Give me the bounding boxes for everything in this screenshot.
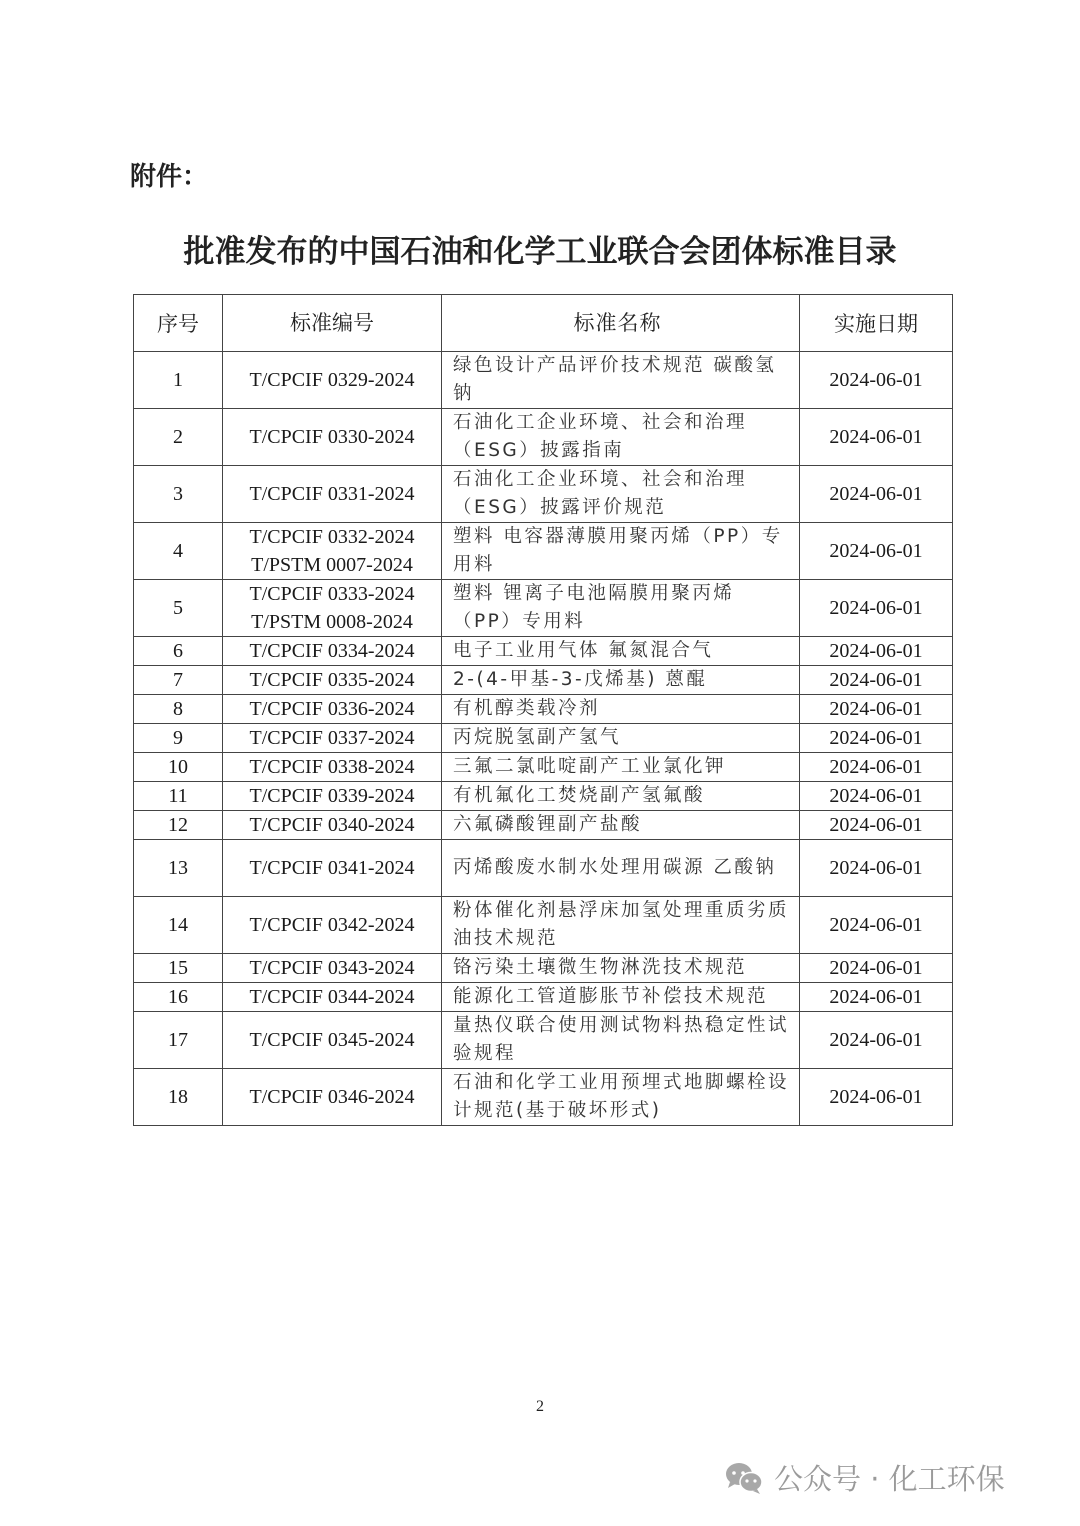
- serial-number-cell: 3: [134, 466, 223, 523]
- table-header-row: [134, 295, 953, 352]
- header-standard-code: 标准编号: [223, 295, 442, 352]
- standard-code: T/CPCIF 0337-2024: [249, 727, 415, 749]
- implementation-date-cell: 2024-06-01: [800, 983, 953, 1012]
- standard-code-cell: [223, 409, 442, 466]
- serial-number-cell: 17: [134, 1012, 223, 1069]
- table-row: [134, 840, 953, 897]
- implementation-date-cell: 2024-06-01: [800, 637, 953, 666]
- implementation-date-cell: 2024-06-01: [800, 724, 953, 753]
- serial-number-cell: 10: [134, 753, 223, 782]
- standard-code: T/CPCIF 0342-2024: [249, 914, 415, 936]
- standard-code-cell: [223, 782, 442, 811]
- table-row: [134, 983, 953, 1012]
- serial-number-cell: 15: [134, 954, 223, 983]
- standard-name-cell: 电子工业用气体 氟氮混合气: [442, 637, 800, 666]
- table-row: [134, 523, 953, 580]
- standard-code: T/CPCIF 0344-2024: [249, 986, 415, 1008]
- standards-table: [133, 294, 953, 1126]
- implementation-date-cell: 2024-06-01: [800, 1012, 953, 1069]
- table-row: [134, 782, 953, 811]
- serial-number-cell: 9: [134, 724, 223, 753]
- implementation-date-cell: 2024-06-01: [800, 811, 953, 840]
- standard-code-cell: [223, 695, 442, 724]
- standard-code-cell: [223, 840, 442, 897]
- watermark-text: 公众号 · 化工环保: [774, 1462, 1005, 1496]
- serial-number-cell: 5: [134, 580, 223, 637]
- table-row: [134, 1069, 953, 1126]
- standard-code-cell: [223, 1012, 442, 1069]
- implementation-date-cell: 2024-06-01: [800, 753, 953, 782]
- table-row: [134, 637, 953, 666]
- standard-name-cell: 塑料 锂离子电池隔膜用聚丙烯（PP）专用料: [442, 580, 800, 637]
- implementation-date-cell: 2024-06-01: [800, 695, 953, 724]
- implementation-date-cell: 2024-06-01: [800, 409, 953, 466]
- serial-number-cell: 16: [134, 983, 223, 1012]
- serial-number-cell: 2: [134, 409, 223, 466]
- standard-code: T/CPCIF 0333-2024: [249, 583, 415, 605]
- standard-code: T/CPCIF 0340-2024: [249, 814, 415, 836]
- serial-number-cell: 13: [134, 840, 223, 897]
- header-standard-name: 标准名称: [442, 295, 800, 352]
- table-row: [134, 724, 953, 753]
- serial-number-cell: 7: [134, 666, 223, 695]
- page-number: 2: [536, 1398, 544, 1415]
- implementation-date-cell: 2024-06-01: [800, 897, 953, 954]
- table-row: [134, 954, 953, 983]
- standard-code: T/CPCIF 0332-2024: [249, 526, 415, 548]
- attachment-label: 附件：: [130, 162, 209, 192]
- table-row: [134, 811, 953, 840]
- serial-number-cell: 4: [134, 523, 223, 580]
- standard-code: T/CPCIF 0345-2024: [249, 1029, 415, 1051]
- standard-name-cell: 铬污染土壤微生物淋洗技术规范: [442, 954, 800, 983]
- standard-name-cell: 丙烷脱氢副产氢气: [442, 724, 800, 753]
- standard-name-cell: 能源化工管道膨胀节补偿技术规范: [442, 983, 800, 1012]
- standard-code: T/CPCIF 0330-2024: [249, 426, 415, 448]
- standard-code-cell: [223, 637, 442, 666]
- header-implementation-date: 实施日期: [800, 295, 953, 352]
- standard-name-cell: 2-(4-甲基-3-戊烯基) 蒽醌: [442, 666, 800, 695]
- wechat-icon: [724, 1461, 764, 1495]
- implementation-date-cell: 2024-06-01: [800, 580, 953, 637]
- serial-number-cell: 8: [134, 695, 223, 724]
- standard-name-cell: 六氟磷酸锂副产盐酸: [442, 811, 800, 840]
- standard-name-cell: 粉体催化剂悬浮床加氢处理重质劣质油技术规范: [442, 897, 800, 954]
- implementation-date-cell: 2024-06-01: [800, 954, 953, 983]
- table-row: [134, 695, 953, 724]
- table-row: [134, 753, 953, 782]
- serial-number-cell: 14: [134, 897, 223, 954]
- standard-code: T/CPCIF 0329-2024: [249, 369, 415, 391]
- standard-name-cell: 有机氟化工焚烧副产氢氟酸: [442, 782, 800, 811]
- standard-code: T/CPCIF 0343-2024: [249, 957, 415, 979]
- standard-code-cell: [223, 724, 442, 753]
- table-row: [134, 466, 953, 523]
- standard-name-cell: 有机醇类载冷剂: [442, 695, 800, 724]
- serial-number-cell: 18: [134, 1069, 223, 1126]
- serial-number-cell: 6: [134, 637, 223, 666]
- standard-name-cell: 塑料 电容器薄膜用聚丙烯（PP）专用料: [442, 523, 800, 580]
- standard-code-cell: [223, 580, 442, 637]
- implementation-date-cell: 2024-06-01: [800, 840, 953, 897]
- standard-code-cell: [223, 1069, 442, 1126]
- standard-code: T/PSTM 0007-2024: [251, 554, 413, 576]
- table-row: [134, 580, 953, 637]
- standard-code-cell: [223, 811, 442, 840]
- standard-name-cell: 绿色设计产品评价技术规范 碳酸氢钠: [442, 352, 800, 409]
- standard-code: T/CPCIF 0341-2024: [249, 857, 415, 879]
- standard-code: T/CPCIF 0331-2024: [249, 483, 415, 505]
- implementation-date-cell: 2024-06-01: [800, 466, 953, 523]
- implementation-date-cell: 2024-06-01: [800, 352, 953, 409]
- standard-code: T/CPCIF 0338-2024: [249, 756, 415, 778]
- serial-number-cell: 12: [134, 811, 223, 840]
- table-row: [134, 409, 953, 466]
- standard-code-cell: [223, 523, 442, 580]
- header-serial-number: 序号: [134, 295, 223, 352]
- standard-code-cell: [223, 753, 442, 782]
- standard-name-cell: 丙烯酸废水制水处理用碳源 乙酸钠: [442, 840, 800, 897]
- standard-code-cell: [223, 466, 442, 523]
- standard-code: T/CPCIF 0334-2024: [249, 640, 415, 662]
- implementation-date-cell: 2024-06-01: [800, 782, 953, 811]
- watermark: [724, 1457, 1005, 1498]
- serial-number-cell: 1: [134, 352, 223, 409]
- standard-name-cell: 量热仪联合使用测试物料热稳定性试验规程: [442, 1012, 800, 1069]
- table-row: [134, 897, 953, 954]
- standard-code: T/PSTM 0008-2024: [251, 611, 413, 633]
- table-row: [134, 352, 953, 409]
- standard-code-cell: [223, 666, 442, 695]
- standard-code: T/CPCIF 0335-2024: [249, 669, 415, 691]
- standard-code-cell: [223, 954, 442, 983]
- implementation-date-cell: 2024-06-01: [800, 523, 953, 580]
- standard-code: T/CPCIF 0336-2024: [249, 698, 415, 720]
- standard-code: T/CPCIF 0346-2024: [249, 1086, 415, 1108]
- standard-code-cell: [223, 983, 442, 1012]
- standard-name-cell: 三氟二氯吡啶副产工业氯化钾: [442, 753, 800, 782]
- table-row: [134, 1012, 953, 1069]
- standard-name-cell: 石油化工企业环境、社会和治理（ESG）披露指南: [442, 409, 800, 466]
- implementation-date-cell: 2024-06-01: [800, 666, 953, 695]
- table-row: [134, 666, 953, 695]
- standard-code-cell: [223, 897, 442, 954]
- standard-name-cell: 石油和化学工业用预埋式地脚螺栓设计规范(基于破坏形式): [442, 1069, 800, 1126]
- standard-name-cell: 石油化工企业环境、社会和治理（ESG）披露评价规范: [442, 466, 800, 523]
- document-title: 批准发布的中国石油和化学工业联合会团体标准目录: [183, 234, 897, 270]
- standard-code-cell: [223, 352, 442, 409]
- serial-number-cell: 11: [134, 782, 223, 811]
- implementation-date-cell: 2024-06-01: [800, 1069, 953, 1126]
- standard-code: T/CPCIF 0339-2024: [249, 785, 415, 807]
